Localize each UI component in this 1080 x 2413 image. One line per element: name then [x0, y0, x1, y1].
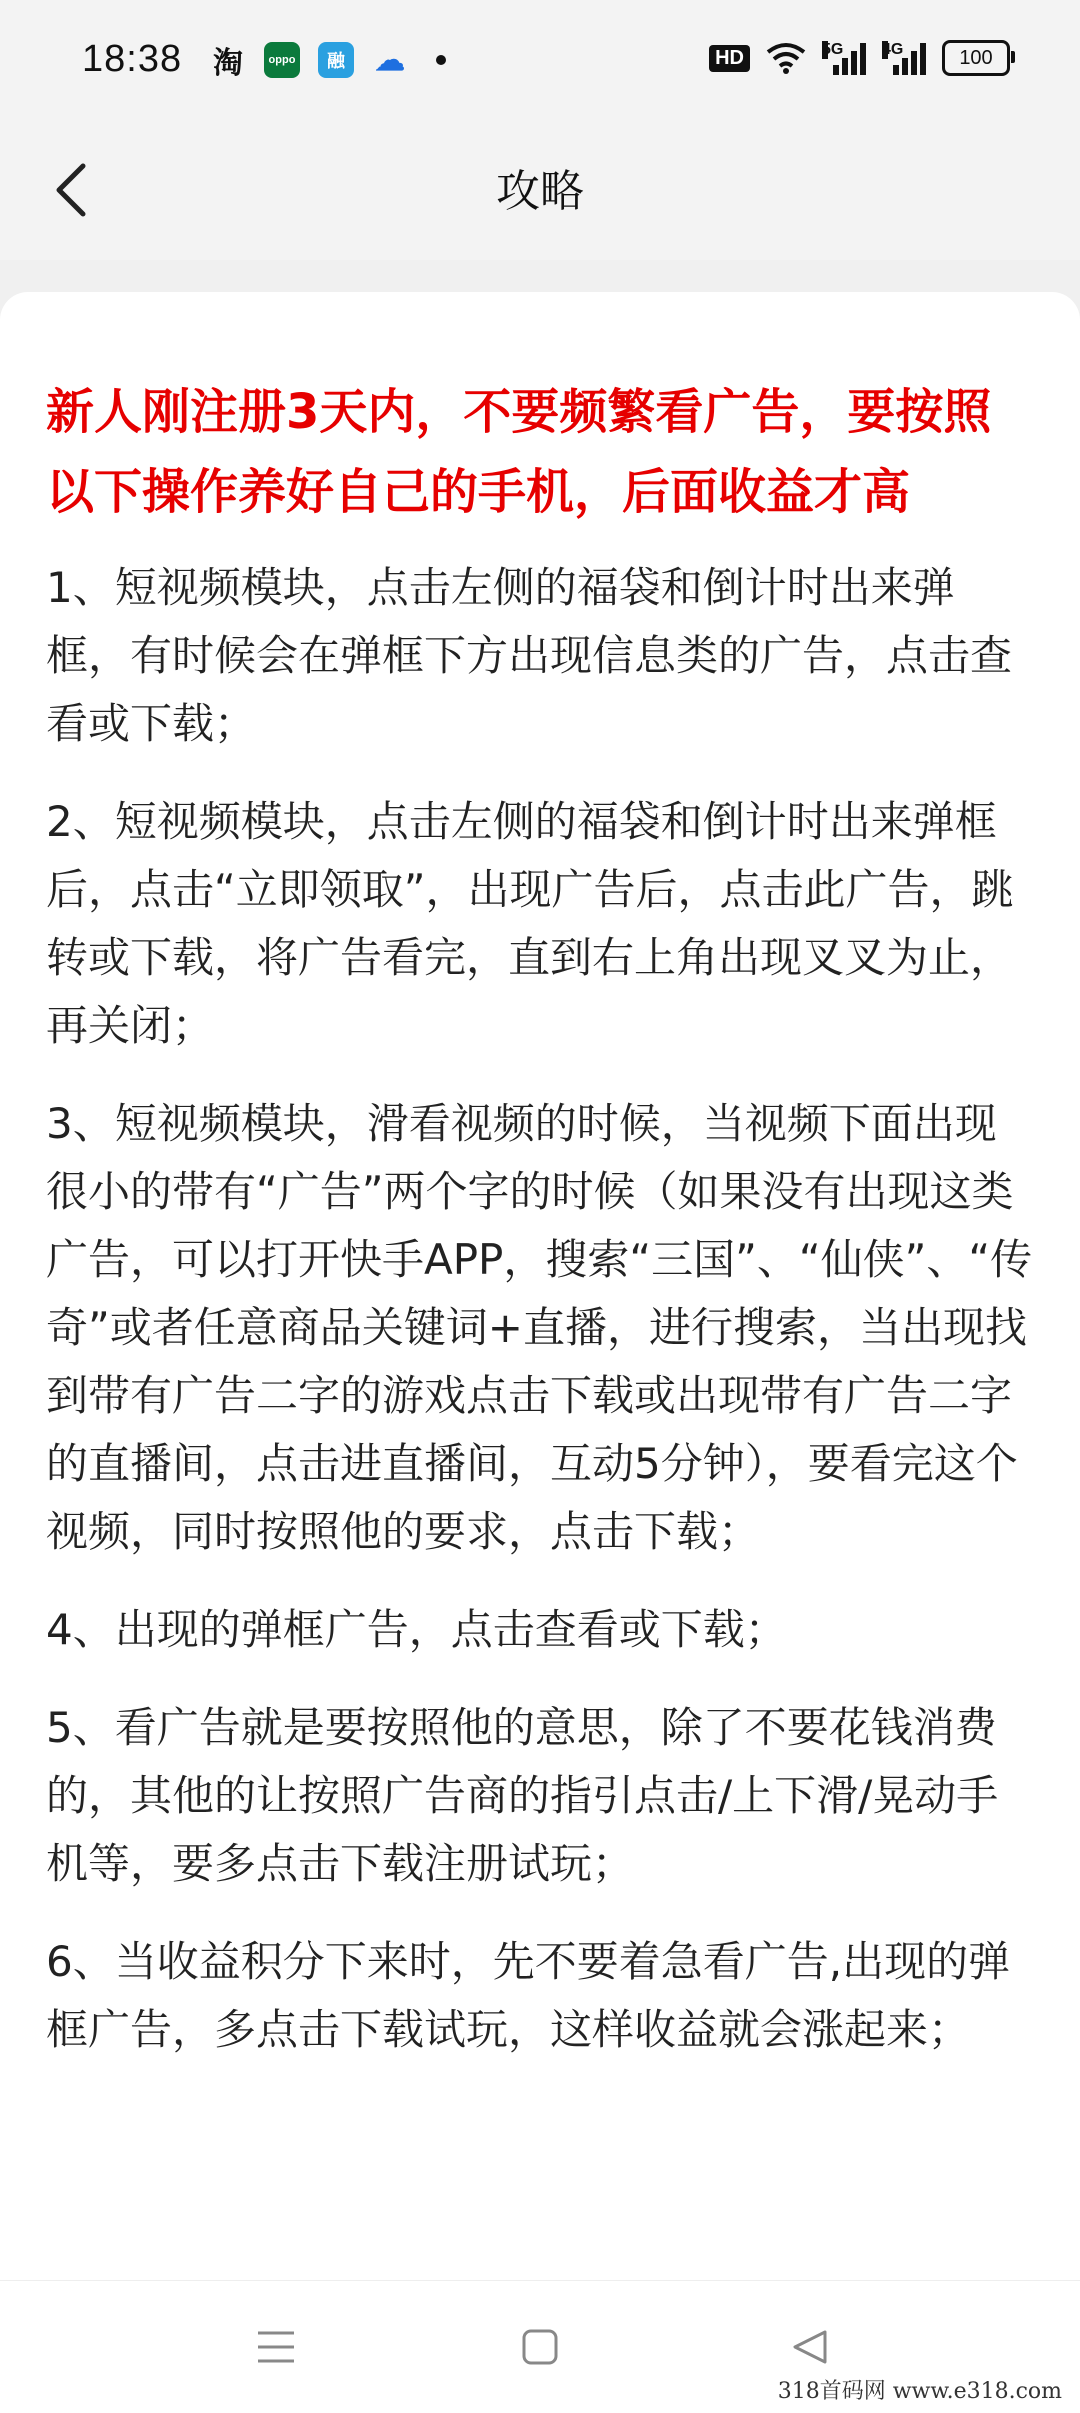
battery-level: 100 — [959, 46, 993, 69]
menu-icon — [256, 2329, 296, 2365]
signal-5g-icon — [822, 41, 866, 75]
system-nav-bar — [0, 2280, 1080, 2413]
back-nav-button[interactable] — [780, 2317, 840, 2377]
guide-paragraph-2: 2、短视频模块，点击左侧的福袋和倒计时出来弹框后，点击“立即领取”，出现广告后，点击此广告，跳转或下载，将广告看完，直到右上角出现叉叉为止，再关闭； — [46, 797, 1014, 1050]
network-4g-label: 4G — [882, 41, 904, 58]
signal-4g-icon — [882, 41, 926, 75]
hd-voice-icon: HD — [709, 45, 750, 72]
status-bar — [0, 0, 1080, 125]
more-notifications-dot-icon — [436, 55, 446, 65]
status-time: 18:38 — [82, 38, 183, 80]
app-icon-blue: 融 — [318, 42, 354, 78]
guide-paragraph-6: 6、当收益积分下来时，先不要着急看广告,出现的弹框广告，多点击下载试玩，这样收益就会涨起来； — [46, 1937, 1011, 2054]
back-triangle-icon — [791, 2328, 829, 2366]
taobao-icon: 淘 — [213, 47, 243, 80]
home-button[interactable] — [510, 2317, 570, 2377]
battery-icon — [942, 40, 1010, 76]
guide-paragraph-4: 4、出现的弹框广告，点击查看或下载； — [46, 1605, 787, 1654]
cloud-icon: ☁ — [375, 43, 405, 77]
wifi-icon — [766, 42, 806, 74]
home-square-icon — [521, 2328, 559, 2366]
network-5g-label: 5G — [822, 41, 844, 58]
page-title: 攻略 — [496, 166, 584, 217]
guide-content[interactable] — [0, 292, 1080, 2280]
guide-paragraph-5: 5、看广告就是要按照他的意思，除了不要花钱消费的，其他的让按照广告商的指引点击/上下滑/晃动手机等，要多点击下载注册试玩； — [46, 1703, 999, 1888]
oppo-icon: oppo — [264, 42, 300, 78]
guide-paragraph-3: 3、短视频模块，滑看视频的时候，当视频下面出现很小的带有“广告”两个字的时候（如果没有出现这类广告，可以打开快手APP，搜索“三国”、“仙侠”、“传奇”或者任意商品关键词+直播，进行搜索，当出现找到带有广告二字的游戏点击下载或出现带有广告二字的直播间，点击进直播间，互动5分钟），要看完这个视频，同时按照他的要求，点击下载； — [46, 1099, 1033, 1556]
menu-button[interactable] — [246, 2317, 306, 2377]
nav-header — [0, 125, 1080, 260]
guide-paragraph-1: 1、短视频模块，点击左侧的福袋和倒计时出来弹框，有时候会在弹框下方出现信息类的广告，点击查看或下载； — [46, 563, 1013, 748]
guide-headline: 新人刚注册3天内，不要频繁看广告，要按照以下操作养好自己的手机，后面收益才高 — [46, 384, 992, 520]
status-indicators — [709, 40, 1010, 76]
notification-icons — [210, 42, 446, 78]
watermark: 318首码网 www.e318.com — [777, 2379, 1062, 2404]
